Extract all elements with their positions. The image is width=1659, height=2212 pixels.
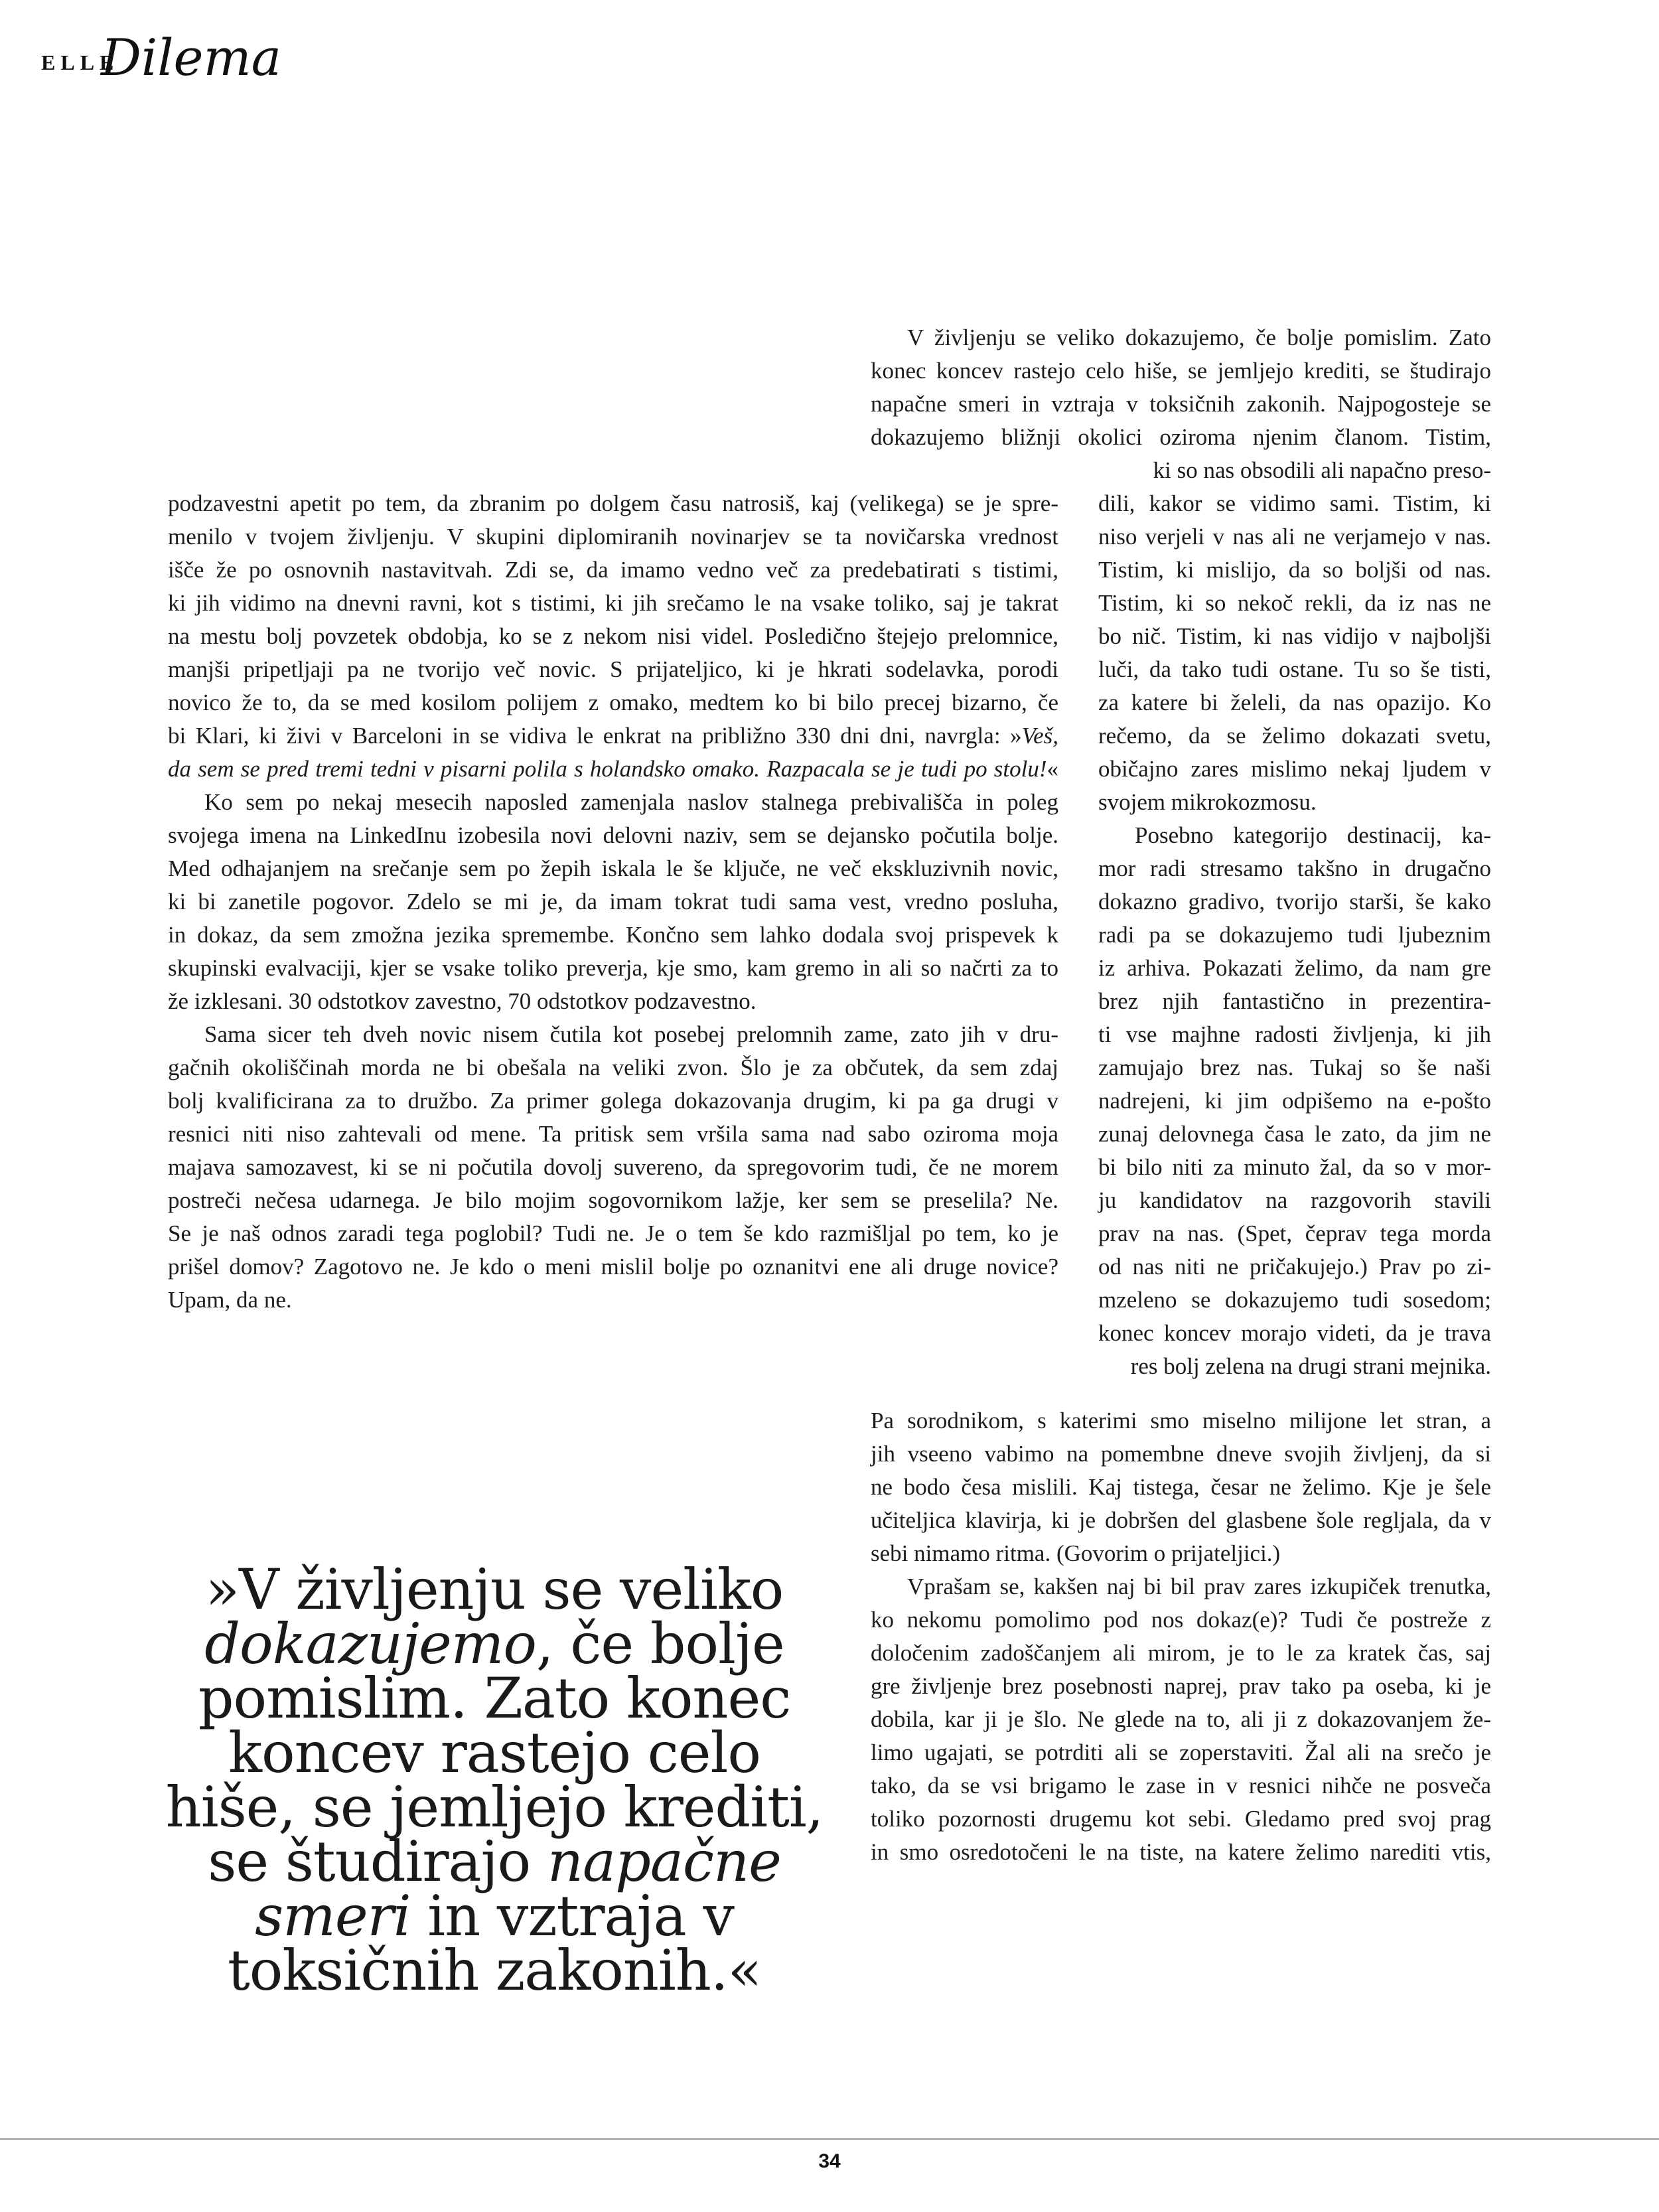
text-line: Tistim, ki mislijo, da so boljši od nas.: [1098, 557, 1491, 583]
page-number: 34: [818, 2150, 841, 2172]
text-line: resnici niti niso zahtevali od mene. Ta pritisk sem vršila sama nad sabo oziroma moja: [168, 1121, 1058, 1147]
text-line: in dokaz, da sem zmožna jezika spremembe. Končno sem lahko dodala svoj prispevek k: [168, 922, 1058, 948]
text-line: že izklesani. 30 odstotkov zavestno, 70 odstotkov podzavestno.: [168, 988, 757, 1014]
text-line: sebi nimamo ritma. (Govorim o prijateljici.): [871, 1540, 1281, 1566]
text-line: Posebno kategorijo destinacij, ka-: [1135, 822, 1491, 848]
quote-line: hiše, se jemljejo krediti,: [165, 1775, 824, 1840]
text-line: Vprašam se, kakšen naj bi bil prav zares izkupiček trenutka,: [907, 1574, 1491, 1599]
text-line: brez njih fantastično in prezentira-: [1098, 988, 1491, 1014]
text-line: bolj kvalificirana za to družbo. Za primer golega dokazovanja drugim, ki pa ga drugi v: [168, 1088, 1058, 1114]
text-line: skupinski evalvaciji, kjer se vsake toliko preverja, kje smo, kam gremo in ali so načrti za to: [168, 955, 1058, 981]
text-line: mzeleno se dokazujemo tudi sosedom;: [1098, 1287, 1491, 1313]
text-line: ki bi zanetile pogovor. Zdelo se mi je, da imam tokrat tudi sama vest, vredno posluha,: [168, 889, 1058, 915]
lower-right-column: [871, 1404, 1491, 1869]
text-line: podzavestni apetit po tem, da zbranim po dolgem času natrosiš, kaj (velikega) se je spre-: [168, 490, 1058, 516]
text-line: za katere bi želeli, da nas opazijo. Ko: [1098, 690, 1491, 715]
text-line: res bolj zelena na drugi strani mejnika.: [1130, 1353, 1491, 1379]
text-line: dili, kakor se vidimo sami. Tistim, ki: [1098, 490, 1491, 516]
text-line: na mestu bolj povzetek obdobja, ko se z nekom nisi videl. Posledično štejejo prelomnice,: [168, 623, 1058, 649]
pull-quote: [119, 1557, 869, 2003]
text-line: majava samozavest, ki se ni počutila dovolj suvereno, da spregovorim tudi, če ne morem: [168, 1154, 1058, 1180]
text-line: prišel domov? Zagotovo ne. Je kdo o meni mislil bolje po oznanitvi ene ali druge novice?: [168, 1254, 1058, 1280]
italic-quote: Veš,: [1021, 723, 1058, 749]
text-segment: «: [1046, 756, 1058, 782]
text-line: gačnih okoliščinah morda ne bi obešala na veliki zvon. Šlo je za občutek, da sem zdaj: [168, 1055, 1058, 1080]
text-line: konec koncev rastejo celo hiše, se jemljejo krediti, se študirajo: [871, 358, 1491, 384]
text-line: nadrejeni, ki jim odpišemo na e-pošto: [1098, 1088, 1491, 1114]
intro-column: [871, 321, 1491, 454]
section-title: Dilema: [101, 28, 281, 87]
text-line: niso verjeli v nas ali ne verjamejo v nas.: [1098, 524, 1491, 550]
left-column: [168, 487, 1058, 1317]
text-line: Tistim, ki so nekoč rekli, da iz nas ne: [1098, 590, 1491, 616]
quote-line: »V življenju se veliko: [205, 1557, 784, 1622]
text-line: določenim zadoščanjem ali mirom, je to le za kratek čas, saj: [871, 1640, 1491, 1666]
text-line: učiteljica klavirja, ki je dobršen del glasbene šole regljala, da v: [871, 1507, 1491, 1533]
text-line: in smo osredotočeni le na tiste, na katere želimo narediti vtis,: [871, 1839, 1491, 1865]
quote-line: [119, 1611, 869, 1676]
text-line: novico že to, da se med kosilom polijem z omako, medtem ko bi bilo precej bizarno, če: [168, 690, 1058, 715]
footer-divider: [0, 2138, 1659, 2140]
text-line: ju kandidatov na razgovorih stavili: [1098, 1187, 1491, 1213]
text-line: menilo v tvojem življenju. V skupini diplomiranih novinarjev se ta novičarska vrednost: [168, 524, 1058, 550]
text-line: običajno zares mislimo nekaj ljudem v: [1098, 756, 1491, 782]
text-line: mor radi stresamo takšno in drugačno: [1098, 855, 1491, 881]
text-line: rečemo, da se želimo dokazati svetu,: [1098, 723, 1491, 749]
text-line: toliko pozornosti drugemu kot sebi. Gledamo pred svoj prag: [871, 1806, 1491, 1832]
italic-quote: da sem se pred tremi tedni v pisarni polila s holandsko omako. Razpacala se je tudi po stolu!: [168, 756, 1047, 782]
text-line: od nas niti ne pričakujejo.) Prav po zi-: [1098, 1254, 1491, 1280]
quote-emphasis: smeri: [255, 1883, 411, 1949]
text-line: [168, 753, 1058, 786]
text-segment: bi Klari, ki živi v Barceloni in se vidiva le enkrat na približno 330 dni dni, navrgla: »: [168, 723, 1022, 749]
text-line: luči, da tako tudi ostane. Tu so še tisti,: [1098, 656, 1491, 682]
text-line: dokazno gradivo, tvorijo starši, še kako: [1098, 889, 1491, 915]
text-line: jih vseeno vabimo na pomembne dneve svojih življenj, da si: [871, 1441, 1491, 1467]
quote-segment: , če bolje: [536, 1611, 784, 1676]
quote-line: toksičnih zakonih.«: [228, 1938, 761, 2003]
quote-emphasis: dokazujemo: [204, 1611, 536, 1676]
text-line: ki so nas obsodili ali napačno preso-: [1153, 457, 1491, 483]
text-line: postreči nečesa udarnega. Je bilo mojim sogovornikom lažje, ker sem se preselila? Ne.: [168, 1187, 1058, 1213]
quote-line: [119, 1883, 869, 1949]
text-line: Med odhajanjem na srečanje sem po žepih iskala le še ključe, ne več ekskluzivnih novic,: [168, 855, 1058, 881]
quote-line: pomislim. Zato konec: [198, 1666, 791, 1731]
quote-segment: se študirajo: [208, 1829, 547, 1894]
text-line: iz arhiva. Pokazati želimo, da nam gre: [1098, 955, 1491, 981]
right-column: [1098, 454, 1491, 1383]
text-line: V življenju se veliko dokazujemo, če bolje pomislim. Zato: [907, 325, 1491, 350]
text-line: gre življenje brez posebnosti naprej, prav tako pa oseba, ki je: [871, 1673, 1491, 1699]
text-line: Se je naš odnos zaradi tega poglobil? Tudi ne. Je o tem še kdo razmišljal po tem, ko je: [168, 1220, 1058, 1246]
text-line: radi pa se dokazujemo tudi ljubeznim: [1098, 922, 1491, 948]
text-line: dobila, kar ji je šlo. Ne glede na to, ali ji z dokazovanjem že-: [871, 1706, 1491, 1732]
text-line: ne bodo česa mislili. Kaj tistega, česar ne želimo. Kje je šele: [871, 1474, 1491, 1500]
text-line: ko nekomu pomolimo pod nos dokaz(e)? Tudi če postreže z: [871, 1607, 1491, 1633]
text-line: išče že po osnovnih nastavitvah. Zdi se, da imamo vedno več za predebatirati s tistimi,: [168, 557, 1058, 583]
text-line: Ko sem po nekaj mesecih naposled zamenjala naslov stalnega prebivališča in poleg: [204, 789, 1058, 815]
quote-emphasis: napačne: [547, 1829, 781, 1894]
text-line: limo ugajati, se potrditi ali se zoperstaviti. Žal ali na srečo je: [871, 1739, 1491, 1765]
text-line: manjši pripetljaji pa ne tvorijo več novic. S prijateljico, ki je hkrati sodelavka, porodi: [168, 656, 1058, 682]
brand-logo: ELLE: [41, 50, 119, 74]
text-line: bo nič. Tistim, ki nas vidijo v najboljši: [1098, 623, 1491, 649]
text-line: bi bilo niti za minuto žal, da so v mor-: [1098, 1154, 1491, 1180]
quote-segment: in vztraja v: [410, 1883, 734, 1949]
text-line: Pa sorodnikom, s katerimi smo miselno milijone let stran, a: [871, 1408, 1491, 1434]
text-line: svojega imena na LinkedInu izobesila novi delovni naziv, sem se dejansko počutila bolje.: [168, 822, 1058, 848]
text-line: [168, 719, 1058, 753]
text-line: zunaj delovnega časa le zato, da jim ne: [1098, 1121, 1491, 1147]
text-line: Upam, da ne.: [168, 1287, 292, 1313]
text-line: napačne smeri in vztraja v toksičnih zakonih. Najpogosteje se: [871, 391, 1491, 417]
quote-line: [119, 1829, 869, 1894]
text-line: ti vse majhne radosti življenja, ki jih: [1098, 1021, 1491, 1047]
text-line: tako, da se vsi brigamo le zase in v resnici nihče ne posveča: [871, 1773, 1491, 1799]
text-line: prav na nas. (Spet, čeprav tega morda: [1098, 1220, 1491, 1246]
text-line: zamujajo brez nas. Tukaj so še naši: [1098, 1055, 1491, 1080]
quote-line: koncev rastejo celo: [228, 1720, 760, 1785]
text-line: svojem mikrokozmosu.: [1098, 789, 1317, 815]
text-line: dokazujemo bližnji okolici oziroma njenim članom. Tistim,: [871, 424, 1491, 450]
text-line: konec koncev morajo videti, da je trava: [1098, 1320, 1491, 1346]
text-line: ki jih vidimo na dnevni ravni, kot s tistimi, ki jih srečamo le na vsake toliko, saj je takrat: [168, 590, 1058, 616]
text-line: Sama sicer teh dveh novic nisem čutila kot posebej prelomnih zame, zato jih v dru-: [204, 1021, 1058, 1047]
